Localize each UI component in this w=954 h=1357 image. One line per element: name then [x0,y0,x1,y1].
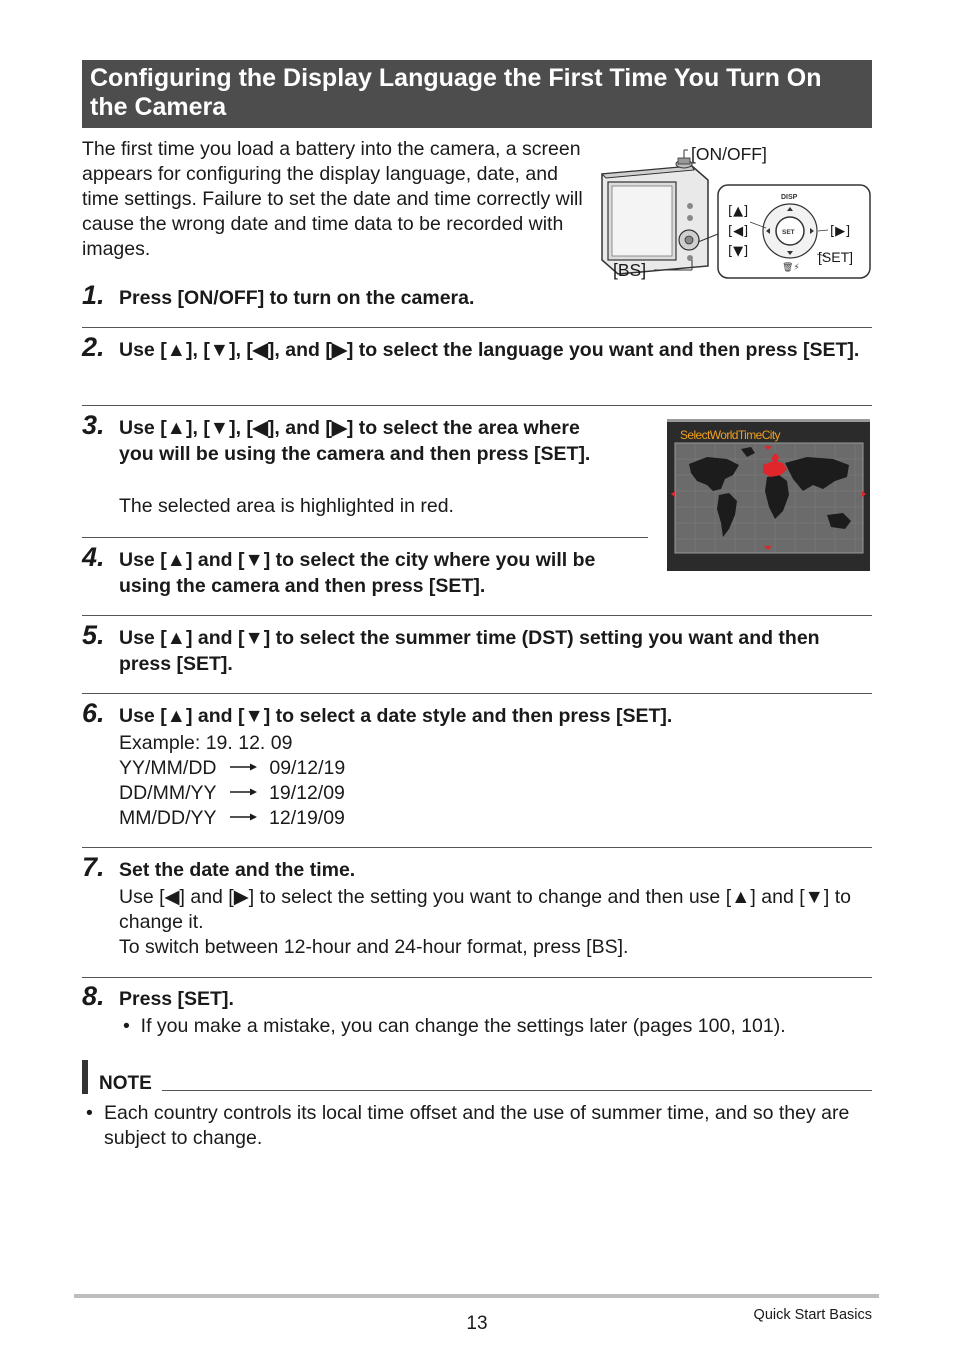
step-number: 2. [82,332,105,362]
date-style-examples [119,731,619,831]
divider [82,405,872,406]
delete-flash-icon: 🗑⚡ [782,263,800,273]
intro-paragraph: The first time you load a battery into the camera, a screen appears for configuring the display language, date, and time settings. Failure to set the date and time correctly will cause the wrong date and time data to be recorded with images. [82,138,583,260]
step-4 [82,542,652,603]
step-2 [82,332,872,393]
step-title: Use [▲] and [▼] to select a date style and then press [SET]. [119,705,673,727]
step-title: Use [▲], [▼], [◀], and [▶] to select the area where you will be using the camera and then press [SET]. [119,417,591,465]
date-format-row: DD/MM/YY 19/12/09 [119,782,345,804]
set-button-label: SET [782,229,795,236]
camera-diagram [596,140,874,285]
step-title: Press [ON/OFF] to turn on the camera. [119,287,475,309]
footer-rule [74,1294,879,1298]
up-label: [▲] [728,204,749,219]
step-6 [82,698,872,838]
bullet-icon: • [86,1102,93,1124]
arrow-right-icon [228,762,258,772]
step-number: 4. [82,542,105,572]
divider [82,847,872,848]
left-label: [◀] [728,224,749,239]
step-number: 7. [82,852,105,882]
step-body-secondary: To switch between 12-hour and 24-hour format, press [BS]. [119,936,629,958]
step-title: Use [▲], [▼], [◀], and [▶] to select the language you want and then press [SET]. [119,339,860,361]
step-title: Use [▲] and [▼] to select the city where you will be using the camera and then press [SET]. [119,549,596,597]
note-item: • Each country controls its local time offset and the use of summer time, and so they are subject to change. [86,1102,850,1149]
on-off-label: [ON/OFF] [691,144,767,164]
divider [82,537,648,538]
world-time-city-screen [667,419,870,571]
step-title: Use [▲] and [▼] to select the summer time (DST) setting you want and then press [SET]. [119,627,820,675]
down-label: [▼] [728,244,749,259]
footer-section-title: Quick Start Basics [753,1307,872,1323]
arrow-right-icon [228,787,258,797]
step-number: 6. [82,698,105,728]
step-3 [82,410,652,527]
step-title: Set the date and the time. [119,859,356,881]
step-5 [82,620,872,681]
step-number: 3. [82,410,105,440]
step-title: Press [SET]. [119,988,234,1010]
note-marker [82,1060,88,1094]
step-8 [82,981,872,1042]
divider [82,977,872,978]
bs-label: [BS] [613,260,647,280]
divider [82,327,872,328]
example-text: Example: 19. 12. 09 [119,732,293,754]
disp-label: DISP [781,194,798,201]
set-label: [SET] [818,249,854,265]
step-bullet: • If you make a mistake, you can change the settings later (pages 100, 101). [123,1015,786,1037]
date-format-row: MM/DD/YY 12/19/09 [119,807,345,829]
step-number: 8. [82,981,105,1011]
bullet-icon: • [123,1015,130,1037]
right-label: [▶] [830,224,851,239]
step-1 [82,280,872,315]
step-number: 5. [82,620,105,650]
step-body: The selected area is highlighted in red. [119,495,454,517]
map-screen-title: SelectWorldTimeCity [680,428,780,442]
divider [82,615,872,616]
step-number: 1. [82,280,105,310]
arrow-right-icon [228,812,258,822]
page-number: 13 [466,1313,488,1334]
page-title: Configuring the Display Language the First Time You Turn On the Camera [82,60,872,128]
step-body: Use [◀] and [▶] to select the setting you want to change and then use [▲] and [▼] to change it. [119,886,852,933]
note-divider [162,1090,872,1091]
divider [82,693,872,694]
date-format-row: YY/MM/DD 09/12/19 [119,757,346,779]
note-label: NOTE [99,1073,152,1094]
step-7 [82,852,872,967]
